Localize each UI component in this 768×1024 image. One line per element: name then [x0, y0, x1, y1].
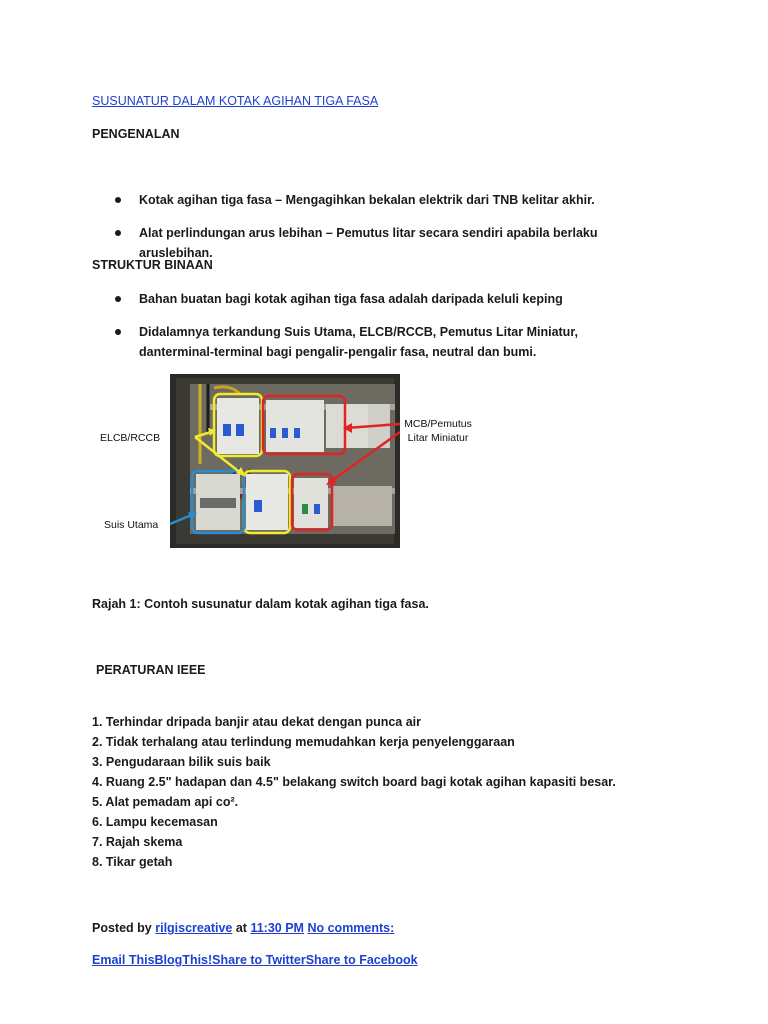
- list-item: 4. Ruang 2.5" hadapan dan 4.5" belakang switch board bagi kotak agihan kapasiti besar.: [92, 775, 616, 789]
- suis-utama-label: Suis Utama: [104, 519, 159, 531]
- list-item-text: Alat perlindungan arus lebihan – Pemutus litar secara sendiri apabila berlaku aruslebihan.: [139, 226, 598, 260]
- list-item-text: Bahan buatan bagi kotak agihan tiga fasa adalah daripada keluli keping: [139, 292, 563, 306]
- distribution-box-illustration: [170, 374, 400, 548]
- list-item: 1. Terhindar dripada banjir atau dekat dengan punca air: [92, 715, 422, 729]
- elcb-rccb-label: ELCB/RCCB: [100, 432, 161, 444]
- bullet-icon: [115, 296, 121, 302]
- bullet-icon: [115, 197, 121, 203]
- post-time-link[interactable]: 11:30 PM: [250, 921, 304, 935]
- list-item: [139, 322, 649, 362]
- at-label: at: [235, 921, 247, 935]
- share-twitter-link[interactable]: Share to Twitter: [212, 953, 306, 967]
- author-link[interactable]: rilgiscreative: [155, 921, 233, 935]
- list-item: [139, 223, 659, 263]
- blogthis-link[interactable]: BlogThis!: [154, 953, 213, 967]
- mcb-label-line2: Litar Miniatur: [407, 432, 469, 444]
- list-item: 3. Pengudaraan bilik suis baik: [92, 755, 271, 769]
- rules-heading: PERATURAN IEEE: [96, 663, 206, 677]
- mcb-label: [400, 417, 476, 445]
- bullet-icon: [115, 230, 121, 236]
- structure-heading: STRUKTUR BINAAN: [92, 258, 213, 272]
- list-item: 8. Tikar getah: [92, 855, 173, 869]
- share-links: [92, 953, 418, 967]
- intro-heading: PENGENALAN: [92, 127, 180, 141]
- list-item: 7. Rajah skema: [92, 835, 183, 849]
- list-item: 2. Tidak terhalang atau terlindung memudahkan kerja penyelenggaraan: [92, 735, 515, 749]
- rules-list: [92, 712, 616, 872]
- post-footer: [92, 921, 394, 935]
- list-item: 6. Lampu kecemasan: [92, 815, 218, 829]
- comments-link[interactable]: No comments:: [307, 921, 395, 935]
- list-item: 5. Alat pemadam api co².: [92, 795, 239, 809]
- list-item-text: Didalamnya terkandung Suis Utama, ELCB/RCCB, Pemutus Litar Miniatur, danterminal-terminal bagi pengalir-pengalir fasa, neutral dan bumi.: [139, 325, 578, 359]
- bullet-icon: [115, 329, 121, 335]
- post-title-link[interactable]: SUSUNATUR DALAM KOTAK AGIHAN TIGA FASA: [92, 94, 379, 108]
- list-item: [139, 190, 659, 210]
- list-item-text: Kotak agihan tiga fasa – Mengagihkan bekalan elektrik dari TNB kelitar akhir.: [139, 193, 595, 207]
- email-this-link[interactable]: Email This: [92, 953, 155, 967]
- distribution-box-photo: [170, 374, 400, 548]
- list-item: [139, 289, 659, 309]
- posted-by-label: Posted by: [92, 921, 152, 935]
- figure-caption: Rajah 1: Contoh susunatur dalam kotak agihan tiga fasa.: [92, 597, 429, 611]
- share-facebook-link[interactable]: Share to Facebook: [305, 953, 418, 967]
- mcb-label-line1: MCB/Pemutus: [404, 418, 472, 430]
